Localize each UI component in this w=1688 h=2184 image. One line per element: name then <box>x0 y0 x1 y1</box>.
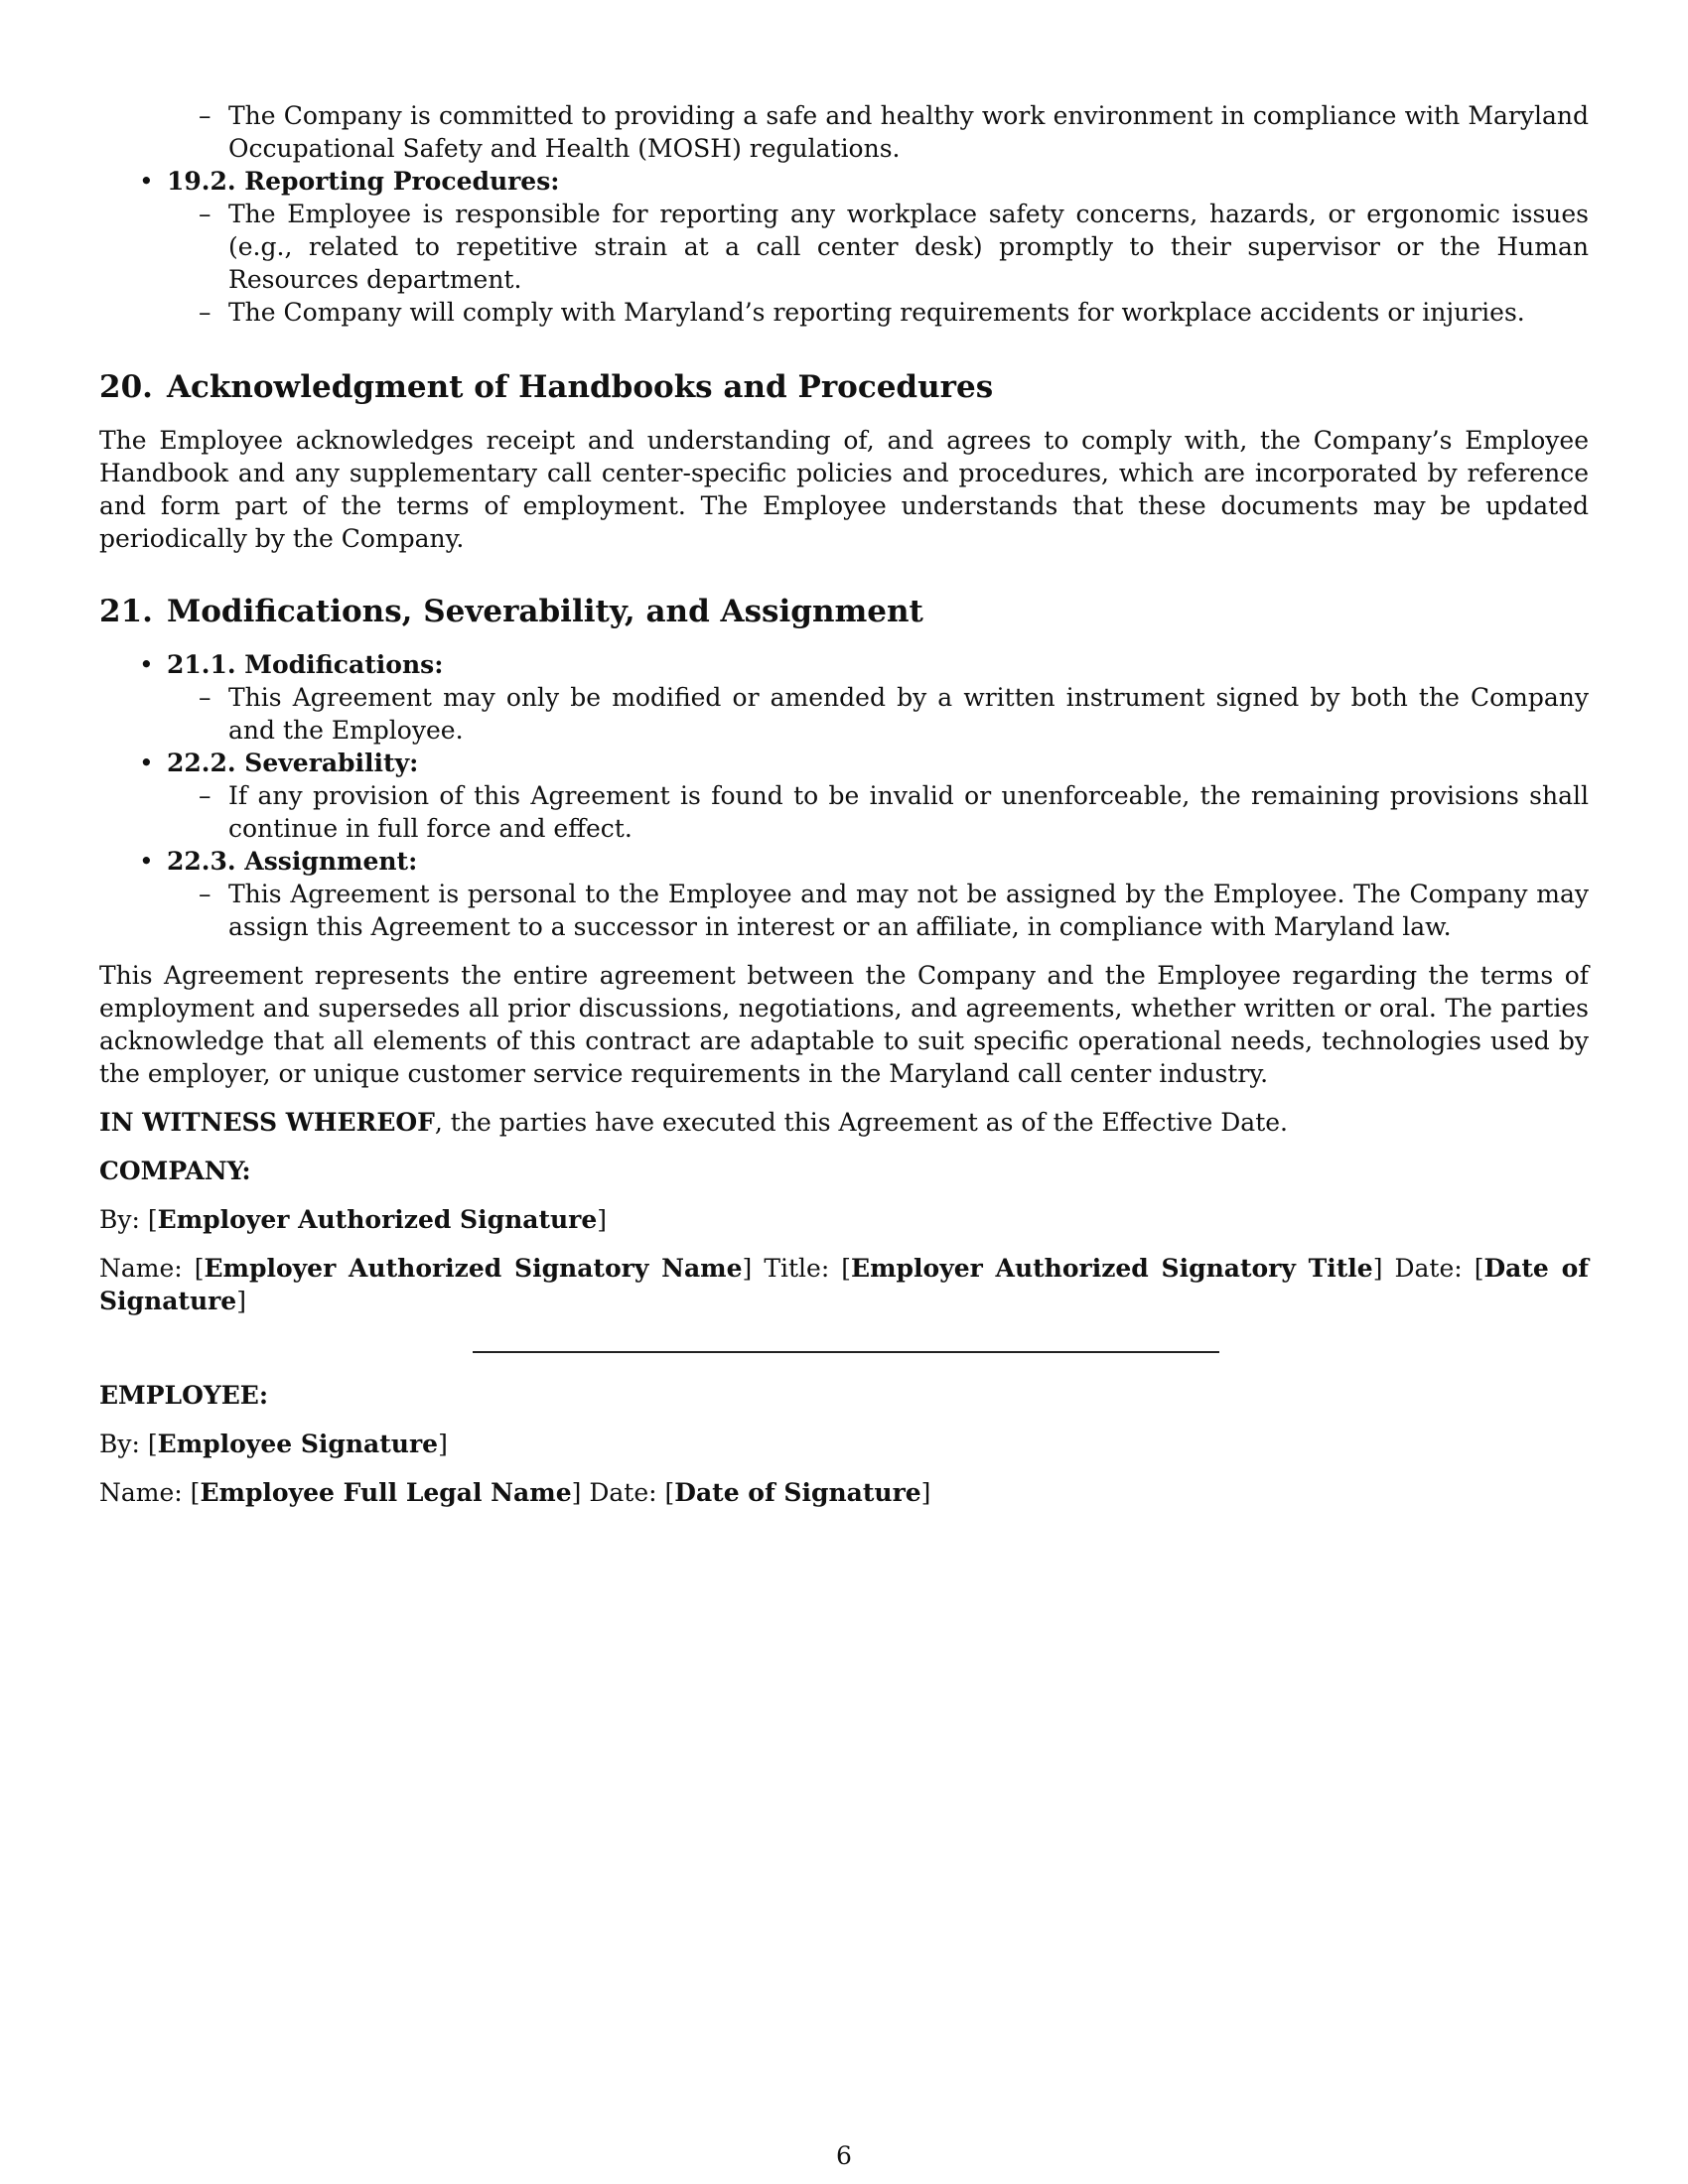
employee-name-line: Name: [Employee Full Legal Name] Date: [Date of Signature] <box>99 1478 931 1507</box>
section-19-2-label: • 19.2. Reporting Procedures: <box>139 167 560 196</box>
company-heading: COMPANY: <box>99 1157 251 1185</box>
company-name-line: Name: [Employer Authorized Signatory Name] Title: [Employer Authorized Signatory Title] Date: [Date of Signature] <box>99 1254 1590 1315</box>
employee-date-placeholder: Date of Signature <box>674 1478 921 1507</box>
list-item <box>99 296 1589 329</box>
dash-marker: – <box>199 880 211 908</box>
witness-paragraph: IN WITNESS WHEREOF, the parties have executed this Agreement as of the Effective Date. <box>99 1108 1289 1137</box>
section-20-heading: 20. Acknowledgment of Handbooks and Procedures <box>99 369 994 405</box>
employee-heading: EMPLOYEE: <box>99 1381 269 1410</box>
section-20-body: The Employee acknowledges receipt and understanding of, and agrees to comply with, the Company’s Employee Handbook and any supplementary call center-specific policies and procedures, which are incorporated by reference and form part of the terms of employment. The Employee understands that these documents may be updated periodically by the Company. <box>99 426 1589 553</box>
section-22-3-label: • 22.3. Assignment: <box>139 847 418 876</box>
page-number: 6 <box>836 2141 852 2170</box>
list-item-text: This Agreement is personal to the Employee and may not be assigned by the Employee. The Company may assign this Agreement to a successor in interest or an affiliate, in compliance with Maryland law. <box>228 880 1589 941</box>
dash-marker: – <box>199 200 211 228</box>
employee-name-placeholder: Employee Full Legal Name <box>200 1478 572 1507</box>
company-title-placeholder: Employer Authorized Signatory Title <box>851 1254 1373 1283</box>
list-item-text: If any provision of this Agreement is found to be invalid or unenforceable, the remaining provisions shall continue in full force and effect. <box>228 781 1589 843</box>
list-item-text: The Company is committed to providing a safe and healthy work environment in compliance with Maryland Occupational Safety and Health (MOSH) regulations. <box>228 101 1589 163</box>
list-item <box>99 198 1589 296</box>
document-page <box>99 99 1589 1525</box>
dash-marker: – <box>199 781 211 810</box>
bullet-marker: • <box>139 650 154 679</box>
signature-divider <box>473 1351 1219 1353</box>
dash-marker: – <box>199 298 211 327</box>
section-22-2-label: • 22.2. Severability: <box>139 749 419 777</box>
company-name-placeholder: Employer Authorized Signatory Name <box>204 1254 743 1283</box>
bullet-marker: • <box>139 749 154 777</box>
list-item <box>99 779 1589 845</box>
list-item <box>99 878 1589 943</box>
list-item-text: The Employee is responsible for reporting any workplace safety concerns, hazards, or ergonomic issues (e.g., related to repetitive strain at a call center desk) promptly to their supervisor or the Human Resources department. <box>228 200 1589 294</box>
section-21-heading: 21. Modifications, Severability, and Assignment <box>99 594 923 629</box>
bullet-marker: • <box>139 847 154 876</box>
list-item <box>99 681 1589 747</box>
list-item-text: The Company will comply with Maryland’s reporting requirements for workplace accidents or injuries. <box>228 298 1525 327</box>
section-21-1-label: • 21.1. Modifications: <box>139 650 444 679</box>
company-date-placeholder: Date of Signature <box>99 1254 1590 1315</box>
dash-marker: – <box>199 683 211 712</box>
company-by-line: By: [Employer Authorized Signature] <box>99 1205 608 1234</box>
employee-signature-placeholder: Employee Signature <box>157 1430 439 1458</box>
bullet-marker: • <box>139 167 154 196</box>
entire-agreement-paragraph: This Agreement represents the entire agreement between the Company and the Employee regarding the terms of employment and supersedes all prior discussions, negotiations, and agreements, whether written or oral. The parties acknowledge that all elements of this contract are adaptable to suit specific operational needs, technologies used by the employer, or unique customer service requirements in the Maryland call center industry. <box>99 961 1589 1088</box>
company-signature-placeholder: Employer Authorized Signature <box>157 1205 598 1234</box>
employee-by-line: By: [Employee Signature] <box>99 1430 448 1458</box>
dash-marker: – <box>199 101 211 130</box>
list-item-text: This Agreement may only be modified or amended by a written instrument signed by both the Company and the Employee. <box>228 683 1589 745</box>
list-item <box>99 99 1589 165</box>
